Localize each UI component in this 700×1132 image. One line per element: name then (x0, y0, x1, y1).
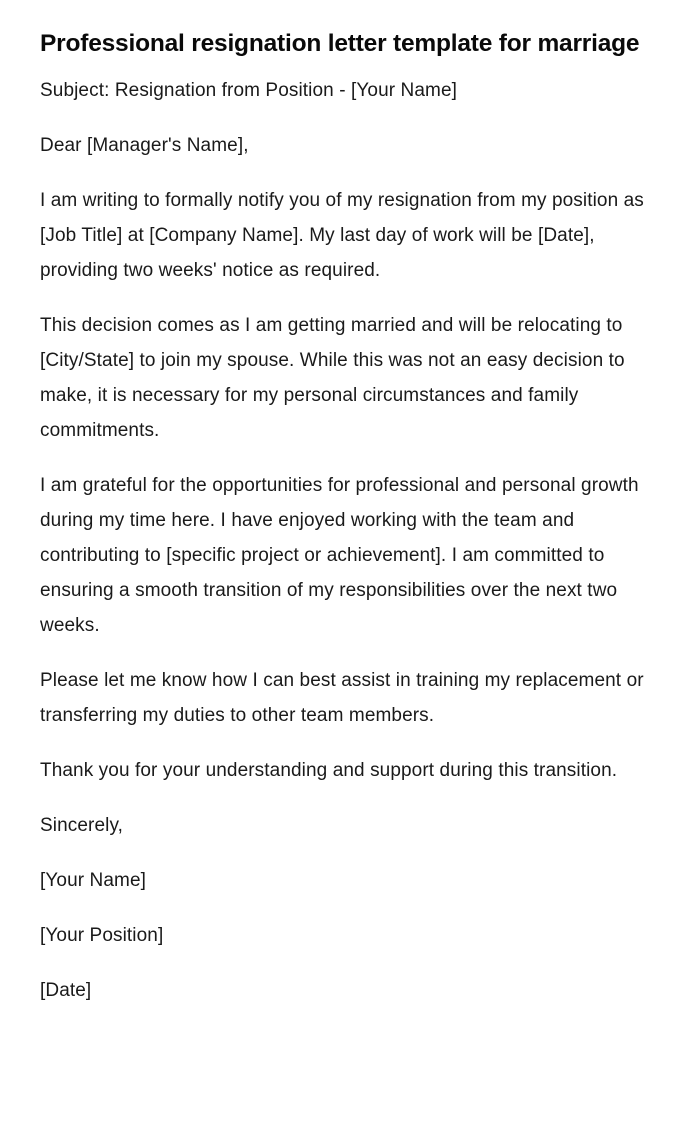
closing: Sincerely, (40, 815, 124, 836)
signature-position: [Your Position] (40, 925, 164, 946)
signature-name: [Your Name] (40, 870, 147, 891)
body-paragraph-gratitude: I am grateful for the opportunities for professional and personal growth during my time here. I have enjoyed working with the team and contributing to [specific project or achievement]. I am committed to ensuring a smooth transition of my responsibilities over the next two weeks. (40, 475, 639, 636)
page-title: Professional resignation letter template for marriage (40, 30, 640, 57)
signature-date: [Date] (40, 980, 92, 1001)
body-paragraph-thanks: Thank you for your understanding and support during this transition. (40, 760, 618, 781)
salutation: Dear [Manager's Name], (40, 135, 249, 156)
body-paragraph-assistance: Please let me know how I can best assist in training my replacement or transferring my duties to other team members. (40, 670, 644, 726)
subject-line: Subject: Resignation from Position - [Your Name] (40, 80, 458, 101)
body-paragraph-reason: This decision comes as I am getting married and will be relocating to [City/State] to join my spouse. While this was not an easy decision to make, it is necessary for my personal circumstances and family commitments. (40, 315, 625, 441)
body-paragraph-resignation-notice: I am writing to formally notify you of my resignation from my position as [Job Title] at [Company Name]. My last day of work will be [Date], providing two weeks' notice as required. (40, 190, 644, 281)
